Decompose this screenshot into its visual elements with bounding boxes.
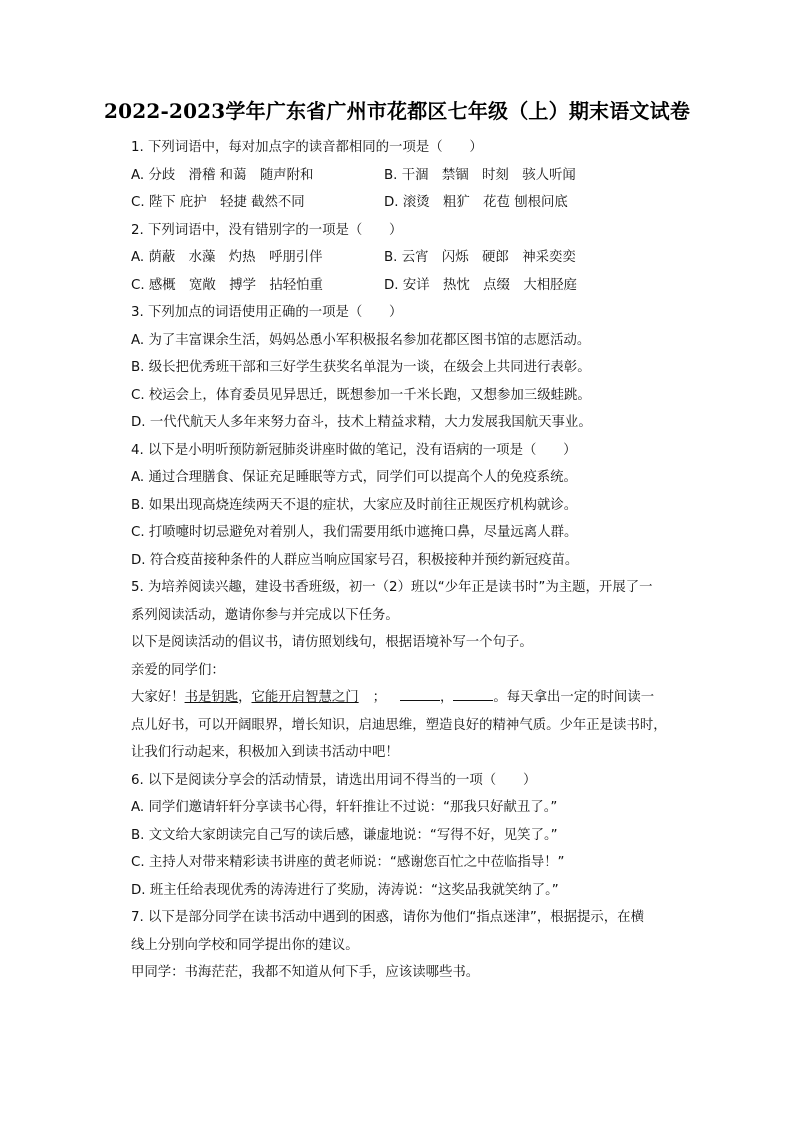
question-2-option-c: C. 感概 宽敞 搏学 拈轻怕重 xyxy=(131,277,323,293)
question-4-option-d: D. 符合疫苗接种条件的人群应当响应国家号召，积极接种并预约新冠疫苗。 xyxy=(131,552,579,568)
question-2-option-d: D. 安详 热忱 点缀 大相胫庭 xyxy=(384,277,577,293)
question-4-option-a: A. 通过合理膳食、保证充足睡眠等方式，同学们可以提高个人的免疫系统。 xyxy=(131,470,577,485)
answer-blank-2[interactable] xyxy=(453,686,493,701)
question-5-body-line-2: 点儿好书，可以开阔眼界，增长知识，启迪思维，塑造良好的精神气质。少年正是读书时， xyxy=(131,717,667,733)
comma-2: ， xyxy=(440,690,454,705)
underlined-phrase-b: 它能开启智慧之门 xyxy=(251,690,359,705)
body-prefix: 大家好！ xyxy=(131,690,185,705)
question-5-stem-line-1: 5. 为培养阅读兴趣，建设书香班级，初一（2）班以“少年正是读书时”为主题，开展了一 xyxy=(131,580,653,595)
question-6-option-b: B. 文文给大家朗读完自己写的读后感，谦虚地说：“写得不好，见笑了。” xyxy=(131,827,558,843)
question-4-option-b: B. 如果出现高烧连续两天不退的症状，大家应及时前往正规医疗机构就诊。 xyxy=(131,497,578,513)
question-1-options-row-1 xyxy=(131,162,691,190)
question-4-option-c: C. 打喷嚏时切忌避免对着别人，我们需要用纸巾遮掩口鼻，尽量远离人群。 xyxy=(131,525,578,540)
question-3-option-a: A. 为了丰富课余生活，妈妈怂恿小军积极报名参加花都区图书馆的志愿活动。 xyxy=(131,332,591,348)
exam-title: 2022-2023学年广东省广州市花都区七年级（上）期末语文试卷 xyxy=(103,99,691,123)
question-5-body-line-3: 让我们行动起来，积极加入到读书活动中吧！ xyxy=(131,745,399,760)
question-4-stem: 4. 以下是小明听预防新冠肺炎讲座时做的笔记，没有语病的一项是（ ） xyxy=(131,442,577,458)
question-5-body-line-1 xyxy=(131,684,691,712)
question-1-options-row-2 xyxy=(131,189,691,217)
body-suffix: 。每天拿出一定的时间读一 xyxy=(493,690,655,705)
question-6-stem: 6. 以下是阅读分享会的活动情景，请选出用词不得当的一项（ ） xyxy=(131,772,537,788)
exam-content xyxy=(131,134,691,987)
question-3-option-b: B. 级长把优秀班干部和三好学生获奖名单混为一谈，在级会上共同进行表彰。 xyxy=(131,360,591,375)
question-2-option-a: A. 荫蔽 水藻 灼热 呼朋引伴 xyxy=(131,250,323,265)
question-6-option-a: A. 同学们邀请轩轩分享读书心得，轩轩推让不过说：“那我只好献丑了。” xyxy=(131,800,558,815)
underlined-phrase-a: 书是钥匙 xyxy=(184,690,239,705)
semicolon: ； xyxy=(372,690,387,705)
question-7-stem-line-2: 线上分别向学校和同学提出你的建议。 xyxy=(131,937,359,953)
question-3-stem: 3. 下列加点的词语使用正确的一项是（ ） xyxy=(131,305,403,320)
question-7-stem-line-1: 7. 以下是部分同学在读书活动中遇到的困惑，请你为他们“指点迷津”，根据提示，在横 xyxy=(131,910,644,925)
question-6-option-c: C. 主持人对带来精彩读书讲座的黄老师说：“感谢您百忙之中莅临指导！” xyxy=(131,855,565,870)
comma-1: ， xyxy=(238,690,252,705)
question-1-option-d: D. 滚烫 粗犷 花苞 刨根问底 xyxy=(384,195,568,210)
question-1-option-b: B. 干涸 禁锢 时刻 骇人听闻 xyxy=(384,167,576,183)
question-2-options-row-2 xyxy=(131,272,691,300)
question-7-student-a: 甲同学：书海茫茫，我都不知道从何下手，应该读哪些书。 xyxy=(131,965,480,980)
question-1-option-c: C. 陛下 庇护 轻捷 截然不同 xyxy=(131,195,305,210)
question-5-instruction: 以下是阅读活动的倡议书，请仿照划线句，根据语境补写一个句子。 xyxy=(131,635,533,650)
question-2-options-row-1 xyxy=(131,244,691,272)
question-1-option-a: A. 分歧 滑稽 和蔼 随声附和 xyxy=(131,167,314,183)
question-5-stem-line-2: 系列阅读活动，邀请你参与并完成以下任务。 xyxy=(131,607,399,623)
question-3-option-d: D. 一代代航天人多年来努力奋斗，技术上精益求精，大力发展我国航天事业。 xyxy=(131,415,592,430)
question-6-option-d: D. 班主任给表现优秀的涛涛进行了奖励，涛涛说：“这奖品我就笑纳了。” xyxy=(131,882,559,898)
question-1-stem: 1. 下列词语中，每对加点字的读音都相同的一项是（ ） xyxy=(131,140,483,155)
question-2-stem: 2. 下列词语中，没有错别字的一项是（ ） xyxy=(131,222,403,238)
answer-blank-1[interactable] xyxy=(400,686,440,701)
question-3-option-c: C. 校运会上，体育委员见异思迁，既想参加一千米长跑，又想参加三级蛙跳。 xyxy=(131,387,591,403)
question-2-option-b: B. 云宵 闪烁 硬郎 神采奕奕 xyxy=(384,250,576,265)
question-5-greeting: 亲爱的同学们： xyxy=(131,662,225,678)
